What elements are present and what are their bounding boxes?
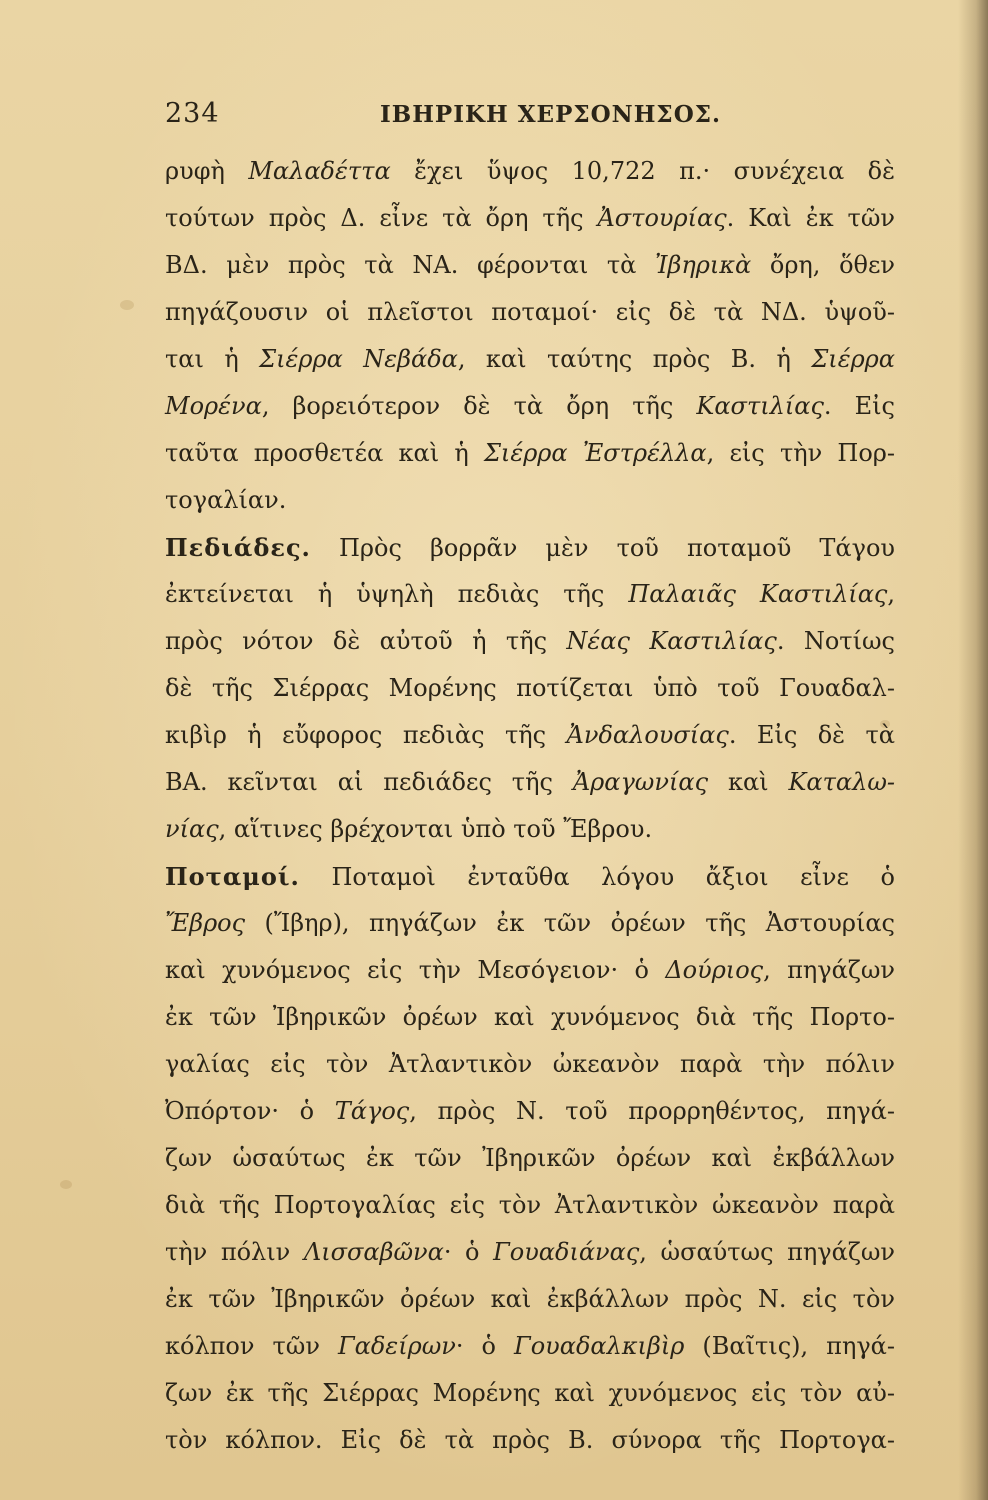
text-line [165,242,895,289]
text-run: κιβὶρ ἡ εὔφορος πεδιὰς τῆς [165,721,567,749]
text-run: ζων ἐκ τῆς Σιέρρας Μορένης καὶ χυνόμενος εἰς τὸν αὐ- [165,1379,895,1407]
italic-term: Νέας Καστιλίας [566,627,777,655]
text-run: καὶ χυνόμενος εἰς τὴν Μεσόγειον· ὁ [165,956,666,984]
text-run: · ὁ [455,1332,515,1360]
text-run: Πρὸς βορρᾶν μὲν τοῦ ποταμοῦ Τάγου [310,534,895,562]
text-line [165,148,895,195]
italic-term: Σιέρρα Ἐστρέλλα [483,439,707,467]
text-line [165,947,895,994]
text-line [165,1088,895,1135]
text-run: κόλπον τῶν [165,1332,338,1360]
italic-term: Καταλω- [788,768,895,796]
text-line [165,853,895,900]
section-heading: Πεδιάδες. [165,533,311,562]
text-run: Ποταμοὶ ἐνταῦθα λόγου ἄξιοι εἶνε ὁ [299,863,895,891]
text-line [165,1276,895,1323]
text-run: , πηγάζων [763,956,895,984]
text-line [165,477,895,524]
text-run: , [887,580,896,608]
text-run: ται ἡ [165,345,260,373]
text-run: ὄρη, ὅθεν [751,251,895,279]
italic-term: Δούριος [665,956,764,984]
text-run: ταῦτα προσθετέα καὶ ἡ [165,439,484,467]
text-run: . Εἰς δὲ τὰ [728,721,895,749]
text-line [165,665,895,712]
text-line [165,1417,895,1464]
text-run: (Ἴβηρ), πηγάζων ἐκ τῶν ὀρέων τῆς Ἀστουρίας [245,909,895,937]
text-run: Ὀπόρτον· ὁ [165,1097,335,1125]
page-header [165,98,885,134]
text-line [165,289,895,336]
text-run: , πρὸς Ν. τοῦ προρρηθέντος, πηγά- [409,1097,895,1125]
italic-term: Ἀστουρίας [597,204,727,232]
italic-term: Παλαιᾶς Καστιλίας [628,580,888,608]
text-run: , βορειότερον δὲ τὰ ὄρη τῆς [261,392,697,420]
italic-term: Μορένα [165,392,262,420]
italic-term: Τάγος [334,1097,410,1125]
italic-term: Ἀνδαλουσίας [566,721,729,749]
italic-term: Μαλαδέττα [248,157,391,185]
text-run: πηγάζουσιν οἱ πλεῖστοι ποταμοί· εἰς δὲ τὰ ΝΔ. ὑψοῦ- [165,298,895,326]
text-run: · ὁ [443,1238,494,1266]
text-run: γαλίας εἰς τὸν Ἀτλαντικὸν ὠκεανὸν παρὰ τὴν πόλιν [165,1050,895,1078]
text-run: ἐκ τῶν Ἰβηρικῶν ὀρέων καὶ χυνόμενος διὰ τῆς Πορτο- [165,1003,895,1031]
italic-term: Λισσαβῶνα [303,1238,444,1266]
running-title: ΙΒΗΡΙΚΗ ΧΕΡΣΟΝΗΣΟΣ. [380,101,721,128]
text-run: . Καὶ ἐκ τῶν [726,204,895,232]
text-line [165,1041,895,1088]
text-run: (Βαῖτις), πηγά- [684,1332,895,1360]
italic-term: Σιέρρα Νεβάδα [259,345,458,373]
text-run: , εἰς τὴν Πορ- [706,439,895,467]
text-line [165,383,895,430]
text-line [165,571,895,618]
italic-term: Ἀραγωνίας [572,768,709,796]
text-line [165,618,895,665]
text-run: πρὸς νότον δὲ αὐτοῦ ἡ τῆς [165,627,567,655]
italic-term: Καστιλίας [696,392,824,420]
section-heading: Ποταμοί. [165,862,300,891]
italic-term: Γουαδιάνας [493,1238,640,1266]
text-run: ΒΑ. κεῖνται αἱ πεδιάδες τῆς [165,768,573,796]
text-line [165,430,895,477]
text-run: , καὶ ταύτης πρὸς Β. ἡ [457,345,812,373]
text-run: τὴν πόλιν [165,1238,304,1266]
text-run: ἐκτείνεται ἡ ὑψηλὴ πεδιὰς τῆς [165,580,629,608]
italic-term: Ἰβηρικὰ [655,251,752,279]
text-line [165,1182,895,1229]
text-line [165,1135,895,1182]
text-run: , ὡσαύτως πηγάζων [639,1238,896,1266]
text-line [165,336,895,383]
text-run: διὰ τῆς Πορτογαλίας εἰς τὸν Ἀτλαντικὸν ὠκεανὸν παρὰ [165,1191,895,1219]
page-edge-shadow [958,0,988,1500]
text-line [165,712,895,759]
text-line [165,994,895,1041]
paper-stain [60,1180,72,1189]
italic-term: Γουαδαλκιβὶρ [514,1332,685,1360]
text-run: . Νοτίως [776,627,895,655]
text-run: . Εἰς [823,392,895,420]
italic-term: Σιέρρα [811,345,895,373]
text-run: ἔχει ὕψος 10,722 π.· συνέχεια δὲ [390,157,895,185]
text-line [165,195,895,242]
italic-term: νίας [165,815,219,843]
text-line [165,1323,895,1370]
text-run: τὸν κόλπον. Εἰς δὲ τὰ πρὸς Β. σύνορα τῆς Πορτογα- [165,1426,895,1454]
text-run: τούτων πρὸς Δ. εἶνε τὰ ὄρη τῆς [165,204,598,232]
text-run: ἐκ τῶν Ἰβηρικῶν ὀρέων καὶ ἐκβάλλων πρὸς Ν. εἰς τὸν [165,1285,895,1313]
text-line [165,806,895,853]
italic-term: Ἔβρος [165,909,246,937]
text-run: καὶ [708,768,789,796]
body-text [165,148,895,1464]
text-line [165,1370,895,1417]
text-run: ζων ὡσαύτως ἐκ τῶν Ἰβηρικῶν ὀρέων καὶ ἐκβάλλων [165,1144,895,1172]
text-run: δὲ τῆς Σιέρρας Μορένης ποτίζεται ὑπὸ τοῦ Γουαδαλ- [165,674,895,702]
text-line [165,900,895,947]
text-run: τογαλίαν. [165,486,287,514]
page-number: 234 [165,98,220,129]
text-run: , αἵτινες βρέχονται ὑπὸ τοῦ Ἔβρου. [218,815,653,843]
text-line [165,1229,895,1276]
text-line [165,524,895,571]
italic-term: Γαδείρων [338,1332,456,1360]
paper-stain [120,300,134,310]
text-run: ΒΔ. μὲν πρὸς τὰ ΝΑ. φέρονται τὰ [165,251,656,279]
text-line [165,759,895,806]
text-run: ρυφὴ [165,157,249,185]
